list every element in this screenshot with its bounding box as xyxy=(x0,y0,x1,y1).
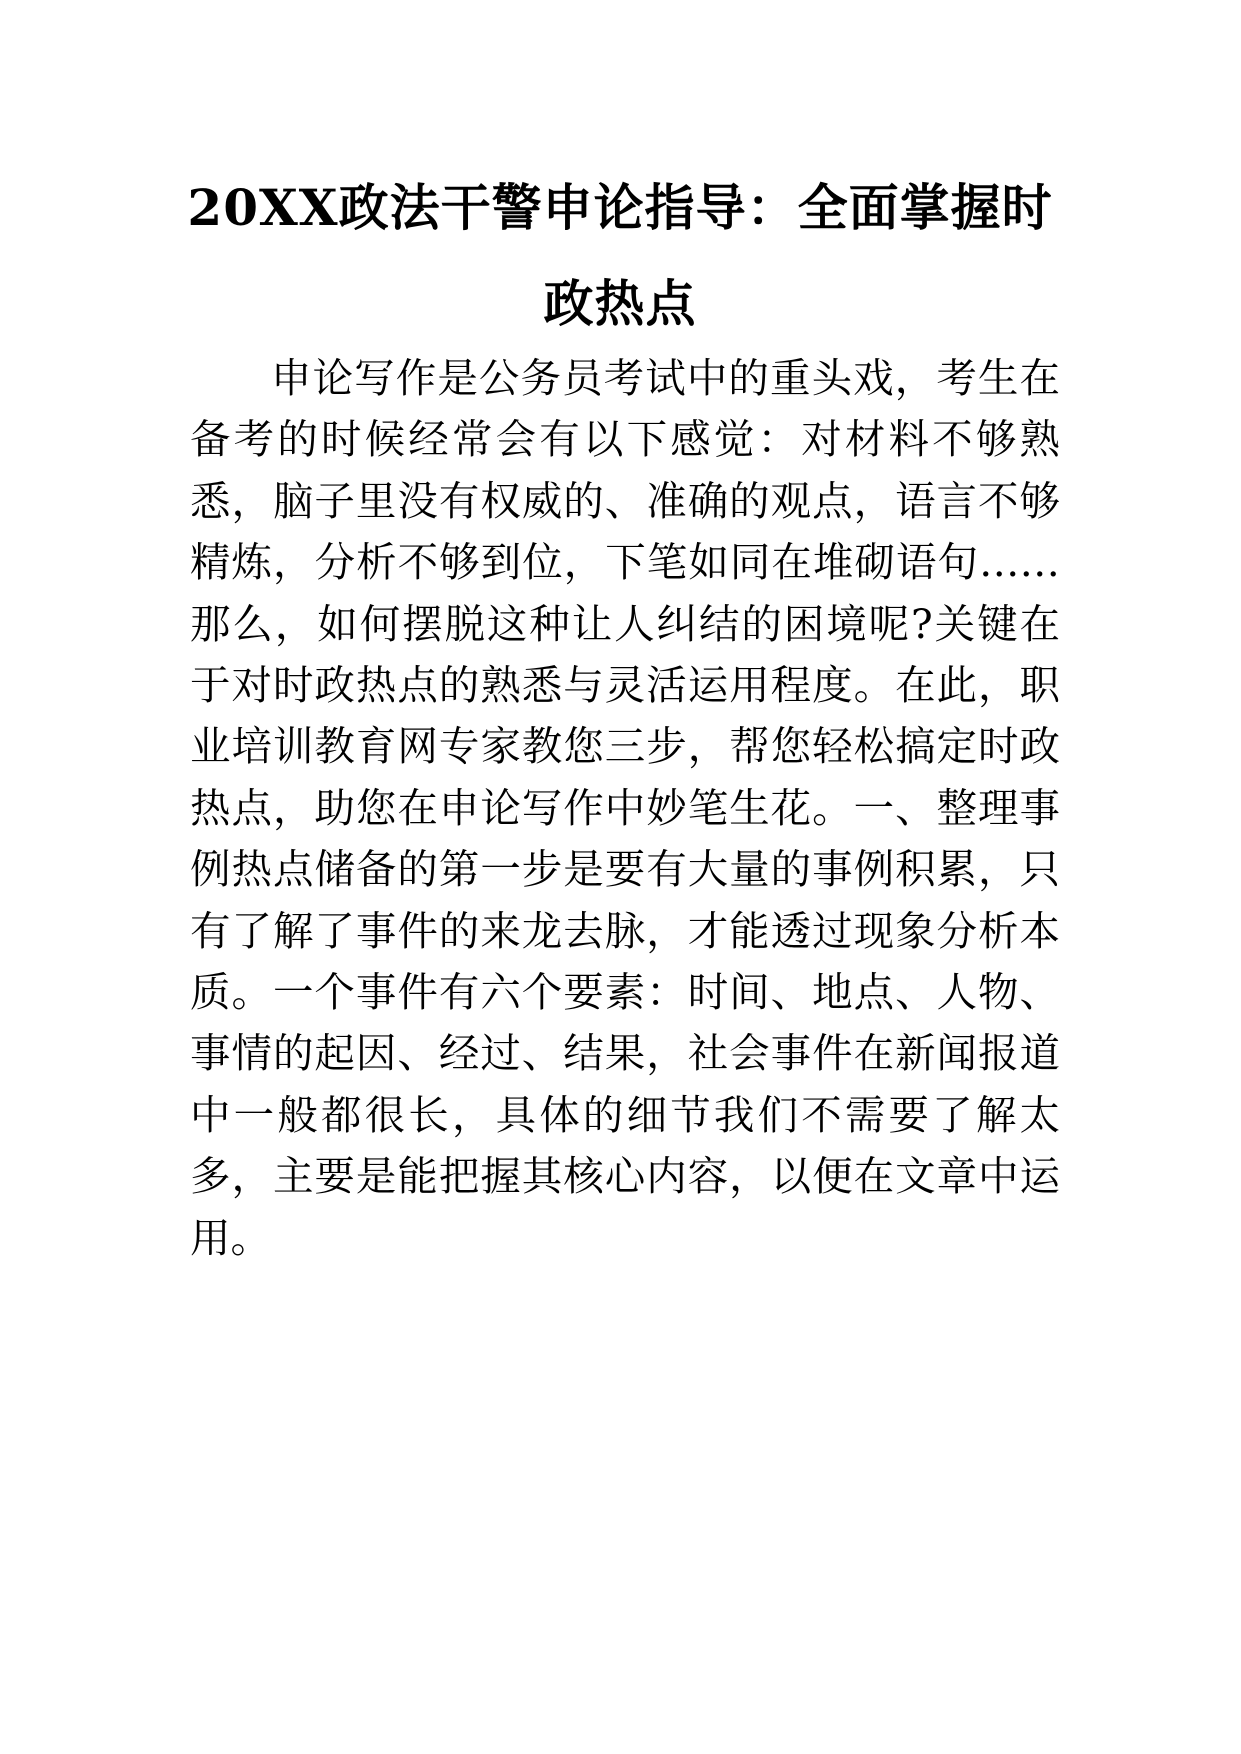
body-paragraph: 申论写作是公务员考试中的重头戏，考生在备考的时候经常会有以下感觉：对材料不够熟悉，脑子里没有权威的、准确的观点，语言不够精炼，分析不够到位，下笔如同在堆砌语句……那么，如何摆脱这种让人纠结的困境呢?关键在于对时政热点的熟悉与灵活运用程度。在此，职业培训教育网专家教您三步，帮您轻松搞定时政热点，助您在申论写作中妙笔生花。一、整理事例热点储备的第一步是要有大量的事例积累，只有了解了事件的来龙去脉，才能透过现象分析本质。一个事件有六个要素：时间、地点、人物、事情的起因、经过、结果，社会事件在新闻报道中一般都很长，具体的细节我们不需要了解太多，主要是能把握其核心内容，以便在文章中运用。 xyxy=(190,354,1060,1262)
document-title xyxy=(185,160,1055,352)
document-title-line-1: 20XX政法干警申论指导：全面掌握时 xyxy=(187,178,1053,237)
document-title-line-2: 政热点 xyxy=(543,274,697,333)
